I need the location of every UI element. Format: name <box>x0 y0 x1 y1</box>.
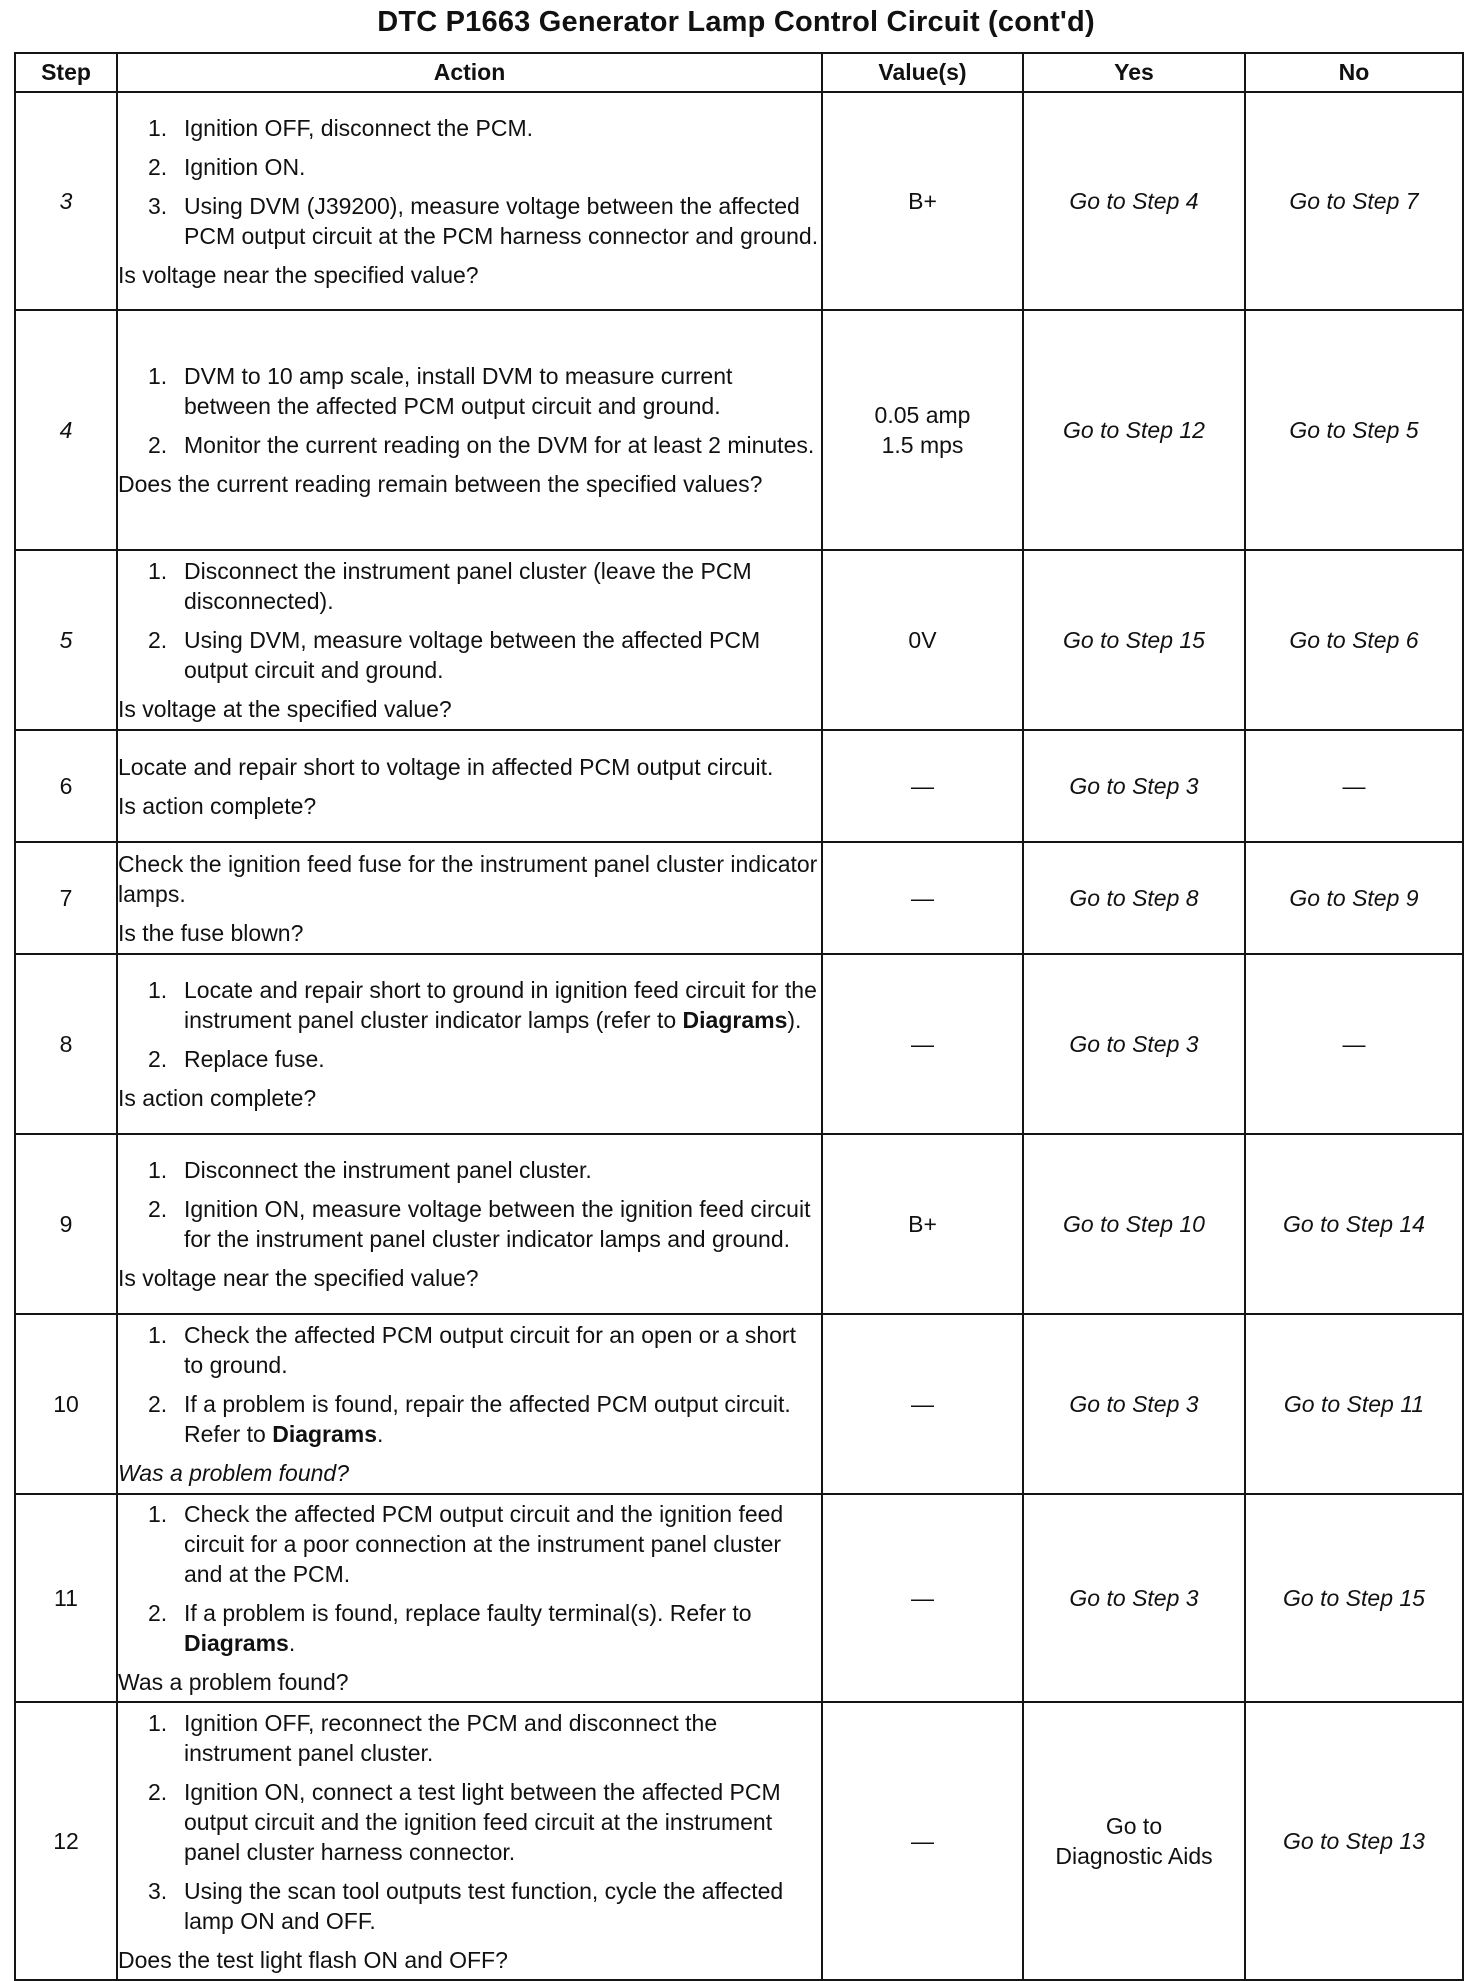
step-number: 6 <box>15 730 117 842</box>
table-row-step-6 <box>15 730 1463 842</box>
no-cell: Go to Step 9 <box>1245 842 1463 954</box>
yes-cell: Go to Step 3 <box>1023 1494 1245 1702</box>
item-text: Using DVM, measure voltage between the affected PCM output circuit and ground. <box>184 627 761 683</box>
no-cell <box>1245 730 1463 842</box>
action-cell <box>117 842 822 954</box>
item-number: 1. <box>148 114 168 141</box>
diagrams-reference: Diagrams <box>682 1007 788 1033</box>
action-cell <box>117 1494 822 1702</box>
item-number: 2. <box>148 1778 168 1805</box>
value-line: 1.5 mps <box>881 432 964 458</box>
action-item <box>118 975 821 1035</box>
step-number: 12 <box>15 1702 117 1980</box>
value-cell: 0V <box>822 550 1023 730</box>
action-item <box>118 1708 821 1768</box>
table-row-step-8 <box>15 954 1463 1134</box>
action-item <box>118 1320 821 1380</box>
table-row-step-7 <box>15 842 1463 954</box>
diagrams-reference: Diagrams <box>184 1630 289 1656</box>
action-cell <box>117 550 822 730</box>
action-question: Does the current reading remain between the specified values? <box>118 471 763 497</box>
action-item <box>118 1194 821 1254</box>
item-number: 2. <box>148 153 168 180</box>
action-item <box>118 1389 821 1449</box>
action-cell <box>117 1702 822 1980</box>
action-item <box>118 113 821 143</box>
action-question: Is action complete? <box>118 792 317 819</box>
action-item <box>118 1155 821 1185</box>
action-item <box>118 1876 821 1936</box>
item-number: 1. <box>148 558 168 584</box>
no-cell: Go to Step 13 <box>1245 1702 1463 1980</box>
yes-cell: Go to Step 3 <box>1023 954 1245 1134</box>
item-number: 1. <box>148 363 168 389</box>
no-cell: Go to Step 15 <box>1245 1494 1463 1702</box>
value-cell: B+ <box>822 92 1023 310</box>
step-number: 5 <box>15 550 117 730</box>
item-text: Ignition OFF, reconnect the PCM and disconnect the instrument panel cluster. <box>184 1709 718 1766</box>
step-number: 3 <box>15 92 117 310</box>
header-action: Action <box>117 53 822 92</box>
item-number: 2. <box>148 1391 168 1417</box>
table-row-step-11 <box>15 1494 1463 1702</box>
action-item <box>118 1598 821 1658</box>
item-number: 3. <box>148 1877 168 1904</box>
item-text: Ignition ON, connect a test light between the affected PCM output circuit and the ignition feed circuit at the instrument panel cluster harness connector. <box>184 1778 781 1865</box>
yes-cell: Go to Step 8 <box>1023 842 1245 954</box>
item-number: 1. <box>148 1501 168 1527</box>
step-number: 11 <box>15 1494 117 1702</box>
action-item <box>118 361 821 421</box>
action-item <box>118 1499 821 1589</box>
item-text: If a problem is found, replace faulty terminal(s). Refer to <box>184 1600 752 1626</box>
action-question: Is voltage at the specified value? <box>118 696 452 722</box>
yes-cell: Go to Step 12 <box>1023 310 1245 550</box>
table-row-step-3 <box>15 92 1463 310</box>
no-cell: Go to Step 5 <box>1245 310 1463 550</box>
action-question: Was a problem found? <box>118 1669 349 1695</box>
action-question: Is the fuse blown? <box>118 919 304 946</box>
table-header-row <box>15 53 1463 92</box>
no-cell: Go to Step 7 <box>1245 92 1463 310</box>
header-value: Value(s) <box>822 53 1023 92</box>
no-dash: — <box>1342 773 1366 799</box>
header-no: No <box>1245 53 1463 92</box>
no-cell: Go to Step 6 <box>1245 550 1463 730</box>
item-number: 3. <box>148 192 168 219</box>
yes-cell: Go to Step 4 <box>1023 92 1245 310</box>
page-title: DTC P1663 Generator Lamp Control Circuit (cont'd) <box>377 6 1095 38</box>
item-number: 1. <box>148 1322 168 1348</box>
value-cell: — <box>822 954 1023 1134</box>
step-number: 4 <box>15 310 117 550</box>
yes-cell: Go to Step 3 <box>1023 730 1245 842</box>
action-question: Does the test light flash ON and OFF? <box>118 1946 508 1973</box>
table-row-step-4 <box>15 310 1463 550</box>
item-text: Disconnect the instrument panel cluster (leave the PCM disconnected). <box>184 558 752 614</box>
header-step: Step <box>15 53 117 92</box>
yes-cell <box>1023 1702 1245 1980</box>
item-text: Check the affected PCM output circuit for an open or a short to ground. <box>184 1322 796 1378</box>
item-number: 1. <box>148 1709 168 1736</box>
table-row-step-12 <box>15 1702 1463 1980</box>
no-cell: Go to Step 11 <box>1245 1314 1463 1494</box>
diagrams-reference: Diagrams <box>272 1421 378 1447</box>
table-row-step-10 <box>15 1314 1463 1494</box>
item-text: DVM to 10 amp scale, install DVM to measure current between the affected PCM output circuit and ground. <box>184 363 733 419</box>
action-question: Is voltage near the specified value? <box>118 261 479 288</box>
action-question: Is voltage near the specified value? <box>118 1265 479 1291</box>
item-number: 2. <box>148 432 168 458</box>
yes-cell: Go to Step 10 <box>1023 1134 1245 1314</box>
item-text: Disconnect the instrument panel cluster. <box>184 1157 592 1183</box>
table-row-step-5 <box>15 550 1463 730</box>
item-number: 1. <box>148 1157 168 1183</box>
item-number: 2. <box>148 1196 168 1222</box>
action-item <box>118 191 821 251</box>
diagnostic-table <box>14 52 1464 1981</box>
item-text: Ignition OFF, disconnect the PCM. <box>184 114 533 141</box>
value-cell: — <box>822 842 1023 954</box>
yes-line: Go to <box>1105 1813 1163 1839</box>
action-text: Check the ignition feed fuse for the instrument panel cluster indicator lamps. <box>118 850 818 907</box>
action-cell <box>117 954 822 1134</box>
no-dash: — <box>1342 1031 1366 1057</box>
action-item <box>118 556 821 616</box>
item-text: Using the scan tool outputs test function, cycle the affected lamp ON and OFF. <box>184 1877 784 1934</box>
step-number: 10 <box>15 1314 117 1494</box>
item-number: 2. <box>148 627 168 653</box>
step-number: 8 <box>15 954 117 1134</box>
item-number: 1. <box>148 977 168 1003</box>
action-cell <box>117 1134 822 1314</box>
item-text: Check the affected PCM output circuit and the ignition feed circuit for a poor connection at the instrument panel cluster and at the PCM. <box>184 1501 784 1587</box>
action-cell <box>117 1314 822 1494</box>
step-number: 7 <box>15 842 117 954</box>
value-cell: — <box>822 1314 1023 1494</box>
value-cell: — <box>822 1702 1023 1980</box>
action-cell <box>117 92 822 310</box>
value-line: 0.05 amp <box>874 402 971 428</box>
action-cell <box>117 730 822 842</box>
action-item <box>118 1777 821 1867</box>
item-text: ). <box>787 1007 802 1033</box>
item-text: . <box>377 1421 384 1447</box>
value-cell: — <box>822 730 1023 842</box>
action-item <box>118 430 821 460</box>
table-row-step-9 <box>15 1134 1463 1314</box>
no-cell <box>1245 954 1463 1134</box>
item-text: Locate and repair short to ground in ignition feed circuit for the instrument panel cluster indicator lamps (refer to <box>184 977 817 1033</box>
action-item <box>118 625 821 685</box>
action-question: Is action complete? <box>118 1085 317 1111</box>
item-text: Ignition ON, measure voltage between the ignition feed circuit for the instrument panel cluster indicator lamps and ground. <box>184 1196 811 1252</box>
item-text: Replace fuse. <box>184 1046 325 1072</box>
action-item <box>118 152 821 182</box>
value-cell <box>822 310 1023 550</box>
item-text: Monitor the current reading on the DVM for at least 2 minutes. <box>184 432 815 458</box>
item-text: Using DVM (J39200), measure voltage between the affected PCM output circuit at the PCM harness connector and ground. <box>184 192 819 249</box>
yes-line: Diagnostic Aids <box>1055 1843 1213 1869</box>
item-text: . <box>288 1630 296 1656</box>
value-cell: B+ <box>822 1134 1023 1314</box>
step-number: 9 <box>15 1134 117 1314</box>
action-cell <box>117 310 822 550</box>
action-question: Was a problem found? <box>118 1460 349 1486</box>
action-item <box>118 1044 821 1074</box>
item-number: 2. <box>148 1046 168 1072</box>
no-cell: Go to Step 14 <box>1245 1134 1463 1314</box>
header-yes: Yes <box>1023 53 1245 92</box>
item-text: If a problem is found, repair the affected PCM output circuit. Refer to <box>184 1391 791 1447</box>
item-text: Ignition ON. <box>184 153 306 180</box>
item-number: 2. <box>148 1600 168 1626</box>
yes-cell: Go to Step 3 <box>1023 1314 1245 1494</box>
action-text: Locate and repair short to voltage in affected PCM output circuit. <box>118 753 774 780</box>
yes-cell: Go to Step 15 <box>1023 550 1245 730</box>
value-cell: — <box>822 1494 1023 1702</box>
